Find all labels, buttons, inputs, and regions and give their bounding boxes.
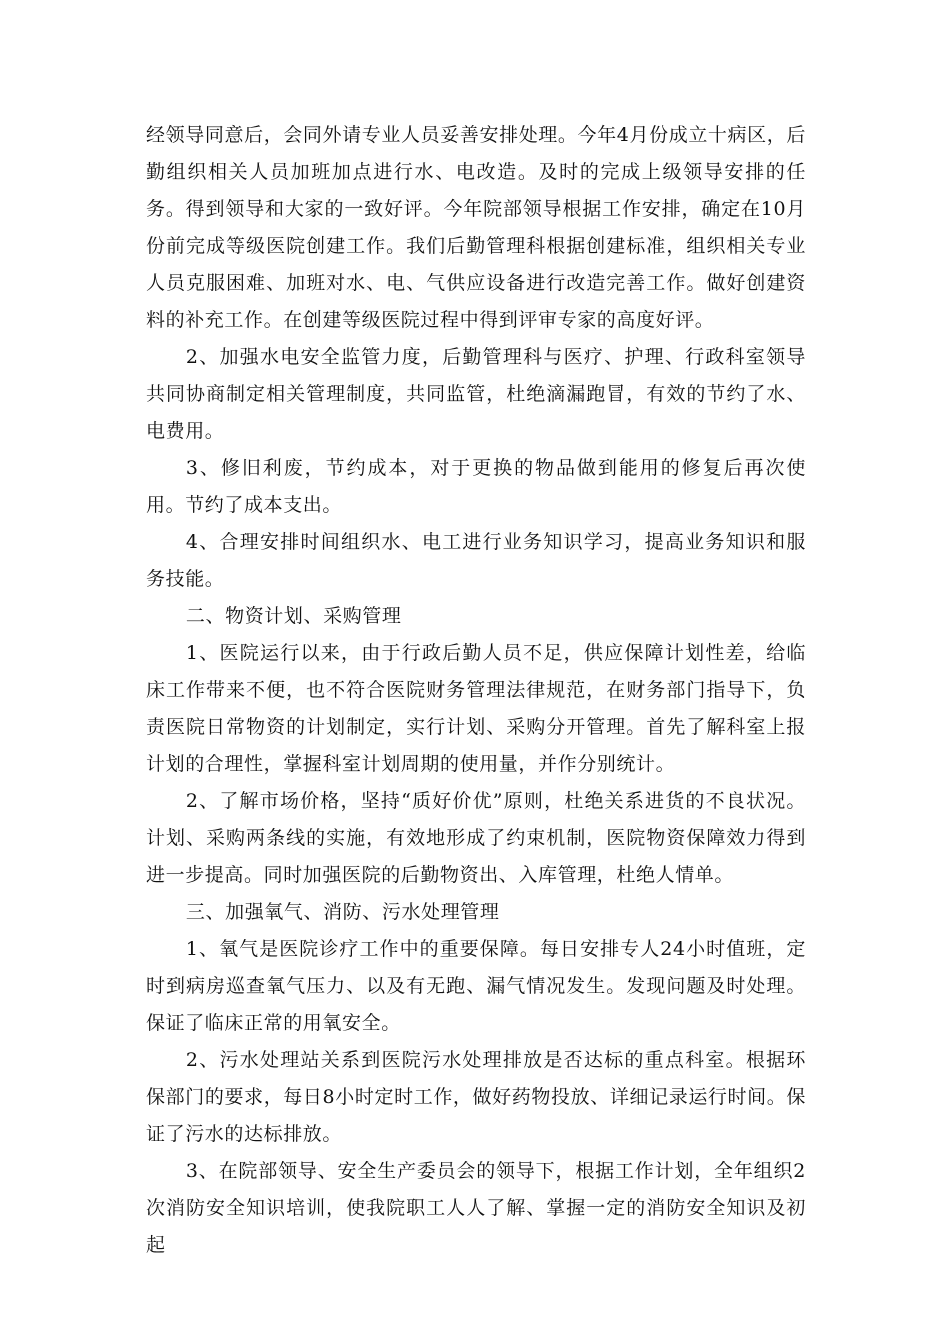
paragraph-item-3-repair-reuse: 3、修旧利废，节约成本，对于更换的物品做到能用的修复后再次使用。节约了成本支出。 bbox=[146, 457, 806, 516]
paragraph-fire-safety: 3、在院部领导、安全生产委员会的领导下，根据工作计划，全年组织2次消防安全知识培训，使我院职工人人了解、掌握一定的消防安全知识及初起 bbox=[146, 1160, 806, 1256]
paragraph-procurement-2: 2、了解市场价格，坚持“质好价优”原则，杜绝关系进货的不良状况。计划、采购两条线的实施，有效地形成了约束机制，医院物资保障效力得到进一步提高。同时加强医院的后勤物资出、入库管理，杜绝人情单。 bbox=[146, 790, 806, 886]
section-heading-oxygen-fire-sewage: 三、加强氧气、消防、污水处理管理 bbox=[185, 901, 500, 923]
paragraph-oxygen: 1、氧气是医院诊疗工作中的重要保障。每日安排专人24小时值班，定时到病房巡查氧气压力、以及有无跑、漏气情况发生。发现问题及时处理。保证了临床正常的用氧安全。 bbox=[146, 938, 806, 1034]
paragraph-continued: 经领导同意后，会同外请专业人员妥善安排处理。今年4月份成立十病区，后勤组织相关人员加班加点进行水、电改造。及时的完成上级领导安排的任务。得到领导和大家的一致好评。今年院部领导根据工作安排，确定在10月份前完成等级医院创建工作。我们后勤管理科根据创建标准，组织相关专业人员克服困难、加班对水、电、气供应设备进行改造完善工作。做好创建资料的补充工作。在创建等级医院过程中得到评审专家的高度好评。 bbox=[146, 124, 806, 331]
section-heading-procurement: 二、物资计划、采购管理 bbox=[185, 605, 402, 627]
paragraph-procurement-1: 1、医院运行以来，由于行政后勤人员不足，供应保障计划性差，给临床工作带来不便，也不符合医院财务管理法律规范，在财务部门指导下，负责医院日常物资的计划制定，实行计划、采购分开管理。首先了解科室上报计划的合理性，掌握科室计划周期的使用量，并作分别统计。 bbox=[146, 642, 806, 775]
paragraph-sewage: 2、污水处理站关系到医院污水处理排放是否达标的重点科室。根据环保部门的要求，每日8小时定时工作，做好药物投放、详细记录运行时间。保证了污水的达标排放。 bbox=[146, 1049, 806, 1145]
paragraph-item-4-training: 4、合理安排时间组织水、电工进行业务知识学习，提高业务知识和服务技能。 bbox=[146, 531, 806, 590]
paragraph-item-2-utility-safety: 2、加强水电安全监管力度，后勤管理科与医疗、护理、行政科室领导共同协商制定相关管理制度，共同监管，杜绝滴漏跑冒，有效的节约了水、电费用。 bbox=[146, 346, 806, 442]
document-body bbox=[146, 117, 806, 1264]
